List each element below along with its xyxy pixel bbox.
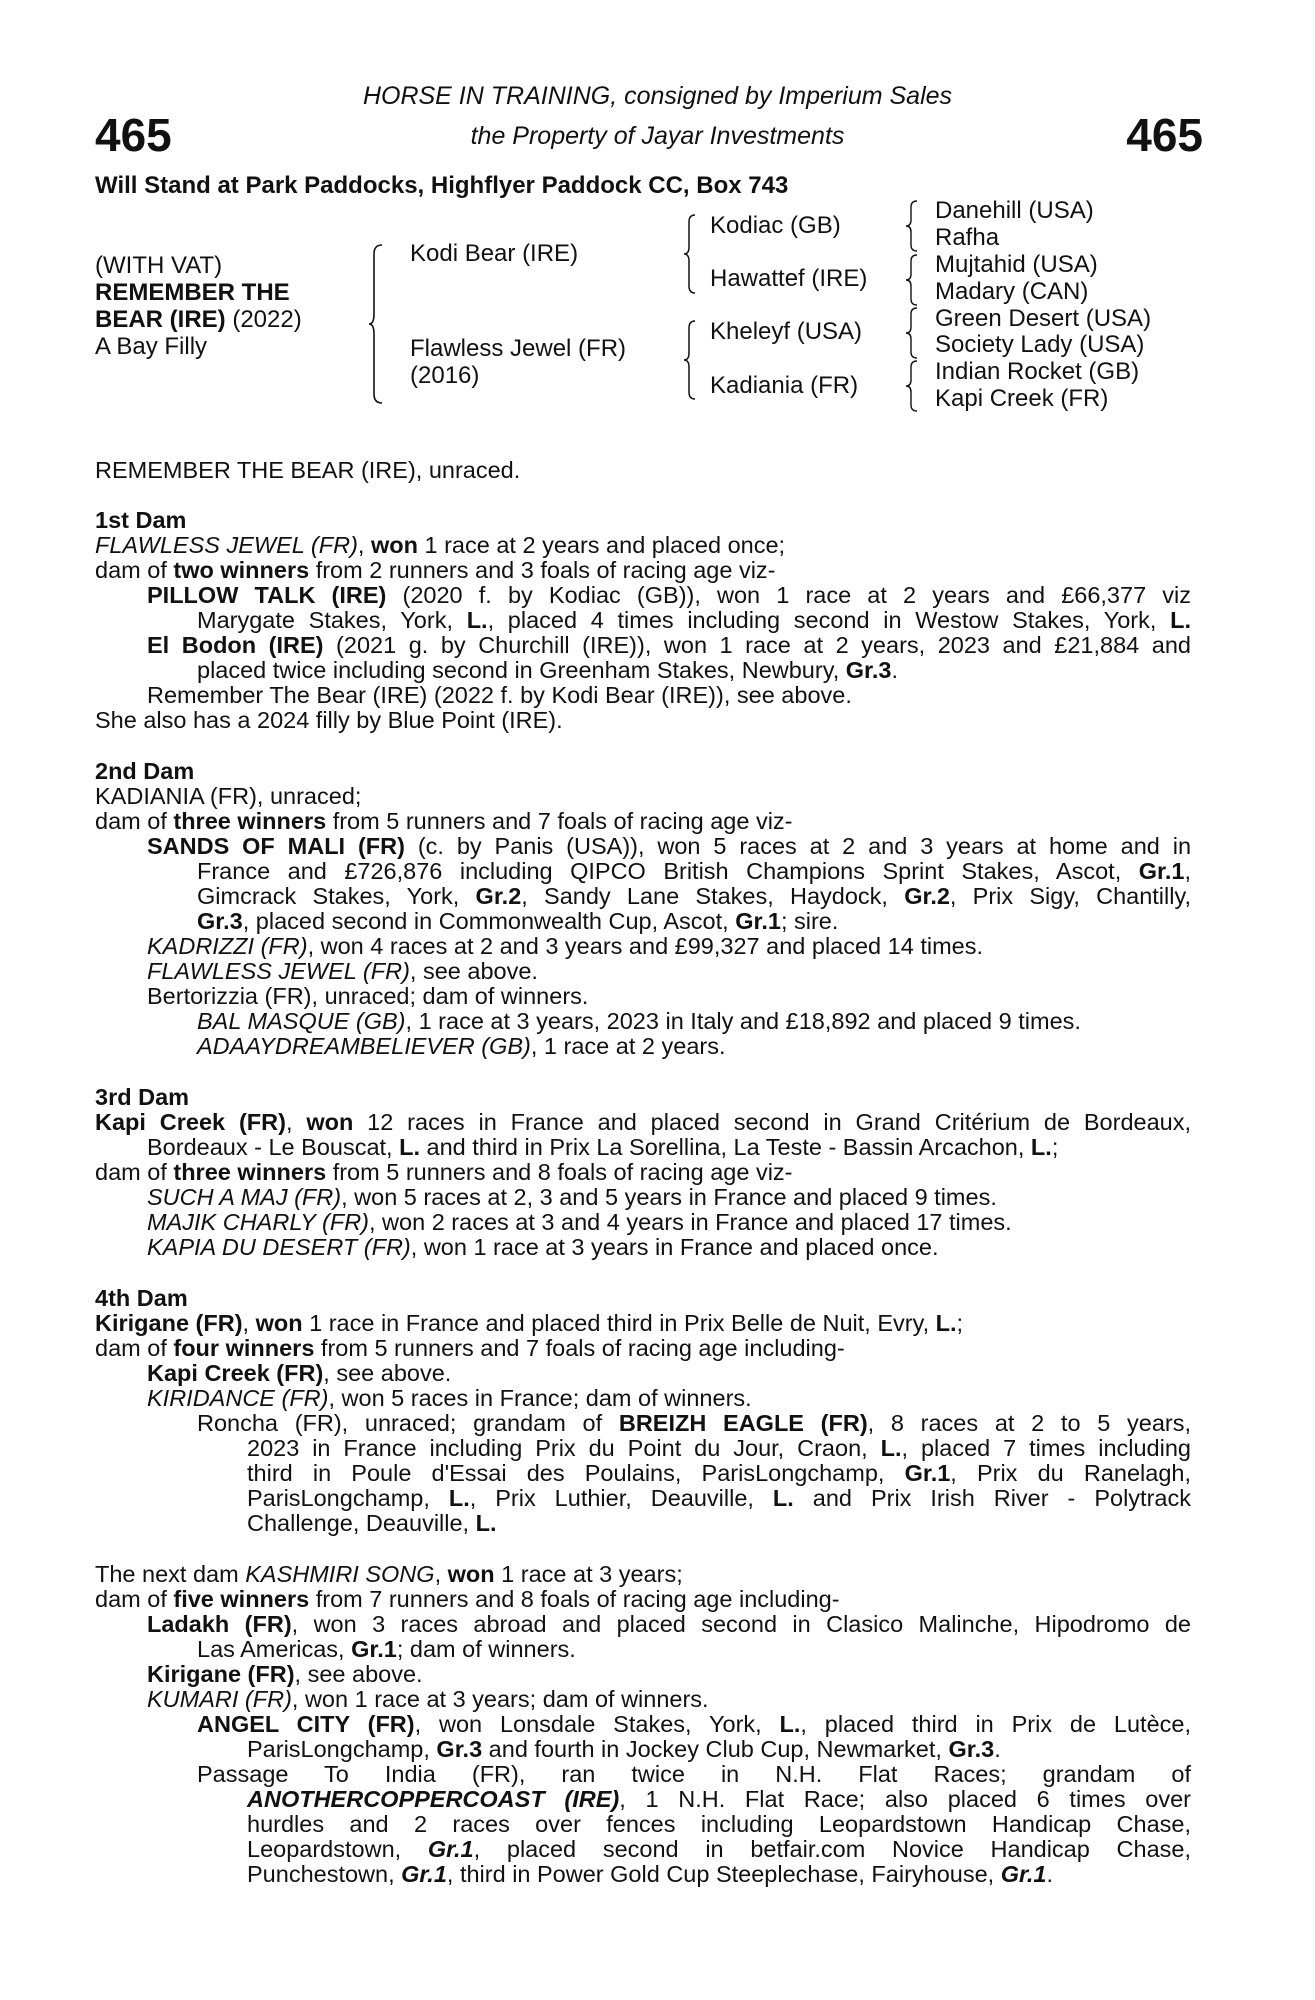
text-line: Ladakh (FR), won 3 races abroad and placed second in Clasico Malinche, Hipodromo de [147,1611,1191,1637]
text-line: Kirigane (FR), won 1 race in France and placed third in Prix Belle de Nuit, Evry, L.; [95,1310,964,1336]
section-heading: 2nd Dam [95,758,195,784]
stand-location: Will Stand at Park Paddocks, Highflyer Paddock CC, Box 743 [95,172,789,199]
text-line: dam of four winners from 5 runners and 7 foals of racing age including- [95,1335,845,1361]
text-line: Gimcrack Stakes, York, Gr.2, Sandy Lane Stakes, Haydock, Gr.2, Prix Sigy, Chantilly, [197,883,1192,909]
text-line: She also has a 2024 filly by Blue Point (IRE). [95,707,563,733]
text-line: ParisLongchamp, L., Prix Luthier, Deauville, L. and Prix Irish River - Polytrack [247,1485,1191,1511]
text-line: SUCH A MAJ (FR), won 5 races at 2, 3 and 5 years in France and placed 9 times. [147,1184,997,1210]
text-line: SANDS OF MALI (FR) (c. by Panis (USA)), won 5 races at 2 and 3 years at home and in [147,833,1192,859]
text-line: Kapi Creek (FR), won 12 races in France and placed second in Grand Critérium de Bordeaux, [95,1109,1191,1135]
dam-dam: Kadiania (FR) [710,372,859,399]
section-heading: 3rd Dam [95,1084,190,1110]
text-line: Kirigane (FR), see above. [147,1661,423,1687]
pedigree-bracket-g3-3 [905,307,921,359]
g3-3: Madary (CAN) [935,278,1089,305]
text-line: BAL MASQUE (GB), 1 race at 3 years, 2023 in Italy and £18,892 and placed 9 times. [197,1008,1081,1034]
text-line: dam of two winners from 2 runners and 3 foals of racing age viz- [95,557,776,583]
horse-description: A Bay Filly [95,333,208,360]
pedigree-bracket-main [368,244,388,404]
text-line: PILLOW TALK (IRE) (2020 f. by Kodiac (GB)), won 1 race at 2 years and £66,377 viz [147,582,1192,608]
text-line: Remember The Bear (IRE) (2022 f. by Kodi Bear (IRE)), see above. [147,682,852,708]
dam-sire: Kheleyf (USA) [710,318,863,345]
horse-name-line1: REMEMBER THE [95,279,290,306]
sire-sire: Kodiac (GB) [710,212,841,239]
text-line: Gr.3, placed second in Commonwealth Cup, Ascot, Gr.1; sire. [197,908,839,934]
text-line: Challenge, Deauville, L. [247,1510,497,1536]
text-line: ANGEL CITY (FR), won Lonsdale Stakes, York, L., placed third in Prix de Lutèce, [197,1711,1192,1737]
g3-0: Danehill (USA) [935,197,1094,224]
pedigree-bracket-g3-2 [905,254,921,306]
text-line: placed twice including second in Greenham Stakes, Newbury, Gr.3. [197,657,899,683]
text-line: MAJIK CHARLY (FR), won 2 races at 3 and 4 years in France and placed 17 times. [147,1209,1012,1235]
text-line: El Bodon (IRE) (2021 g. by Churchill (IRE)), won 1 race at 2 years, 2023 and £21,884 and [147,632,1191,658]
g3-5: Society Lady (USA) [935,331,1145,358]
g3-4: Green Desert (USA) [935,305,1152,332]
lot-number-left: 465 [95,109,172,161]
section-heading: 4th Dam [95,1285,188,1311]
text-line: KAPIA DU DESERT (FR), won 1 race at 3 years in France and placed once. [147,1234,939,1260]
text-line: ANOTHERCOPPERCOAST (IRE), 1 N.H. Flat Race; also placed 6 times over [247,1786,1191,1812]
text-line: hurdles and 2 races over fences including Leopardstown Handicap Chase, [247,1811,1191,1837]
g3-1: Rafha [935,224,1000,251]
pedigree-bracket-sire [683,214,699,294]
text-line: Leopardstown, Gr.1, placed second in betfair.com Novice Handicap Chase, [247,1836,1191,1862]
text-line: France and £726,876 including QIPCO British Champions Sprint Stakes, Ascot, Gr.1, [197,858,1191,884]
text-line: Marygate Stakes, York, L., placed 4 times including second in Westow Stakes, York, L. [197,607,1192,633]
text-line: KADIANIA (FR), unraced; [95,783,362,809]
pedigree-bracket-g3-1 [905,200,921,252]
sire: Kodi Bear (IRE) [410,240,579,267]
text-line: dam of three winners from 5 runners and 7 foals of racing age viz- [95,808,793,834]
text-line: ADAAYDREAMBELIEVER (GB), 1 race at 2 years. [197,1033,726,1059]
text-line: Punchestown, Gr.1, third in Power Gold Cup Steeplechase, Fairyhouse, Gr.1. [247,1861,1054,1887]
text-line: FLAWLESS JEWEL (FR), won 1 race at 2 years and placed once; [95,532,786,558]
text-line: third in Poule d'Essai des Poulains, ParisLongchamp, Gr.1, Prix du Ranelagh, [247,1460,1191,1486]
text-line: Bordeaux - Le Bouscat, L. and third in Prix La Sorellina, La Teste - Bassin Arcachon, L.; [147,1134,1059,1160]
g3-2: Mujtahid (USA) [935,251,1098,278]
dam-year: (2016) [410,362,480,389]
text-line: dam of three winners from 5 runners and 8 foals of racing age viz- [95,1159,793,1185]
text-line: The next dam KASHMIRI SONG, won 1 race at 3 years; [95,1561,683,1587]
text-line: FLAWLESS JEWEL (FR), see above. [147,958,538,984]
property-line: the Property of Jayar Investments [470,122,845,150]
text-line: KIRIDANCE (FR), won 5 races in France; dam of winners. [147,1385,752,1411]
pedigree-bracket-g3-4 [905,360,921,412]
text-line: dam of five winners from 7 runners and 8 foals of racing age including- [95,1586,840,1612]
text-line: KADRIZZI (FR), won 4 races at 2 and 3 years and £99,327 and placed 14 times. [147,933,983,959]
consignment-line: HORSE IN TRAINING, consigned by Imperium Sales [362,82,953,110]
horse-name-line2: BEAR (IRE) (2022) [95,306,302,333]
vat-note: (WITH VAT) [95,252,223,279]
text-line: ParisLongchamp, Gr.3 and fourth in Jockey Club Cup, Newmarket, Gr.3. [247,1736,1001,1762]
dam: Flawless Jewel (FR) [410,335,627,362]
g3-6: Indian Rocket (GB) [935,358,1140,385]
sire-dam: Hawattef (IRE) [710,265,868,292]
text-line: Las Americas, Gr.1; dam of winners. [197,1636,576,1662]
g3-7: Kapi Creek (FR) [935,385,1109,412]
pedigree-bracket-dam [683,320,699,400]
text-line: Kapi Creek (FR), see above. [147,1360,452,1386]
intro-line: REMEMBER THE BEAR (IRE), unraced. [95,457,521,483]
text-line: Roncha (FR), unraced; grandam of BREIZH EAGLE (FR), 8 races at 2 to 5 years, [197,1410,1191,1436]
section-heading: 1st Dam [95,507,187,533]
text-line: Passage To India (FR), ran twice in N.H. Flat Races; grandam of [197,1761,1191,1787]
lot-number-right: 465 [1126,109,1203,161]
text-line: Bertorizzia (FR), unraced; dam of winners. [147,983,589,1009]
text-line: 2023 in France including Prix du Point du Jour, Craon, L., placed 7 times including [247,1435,1191,1461]
text-line: KUMARI (FR), won 1 race at 3 years; dam of winners. [147,1686,709,1712]
